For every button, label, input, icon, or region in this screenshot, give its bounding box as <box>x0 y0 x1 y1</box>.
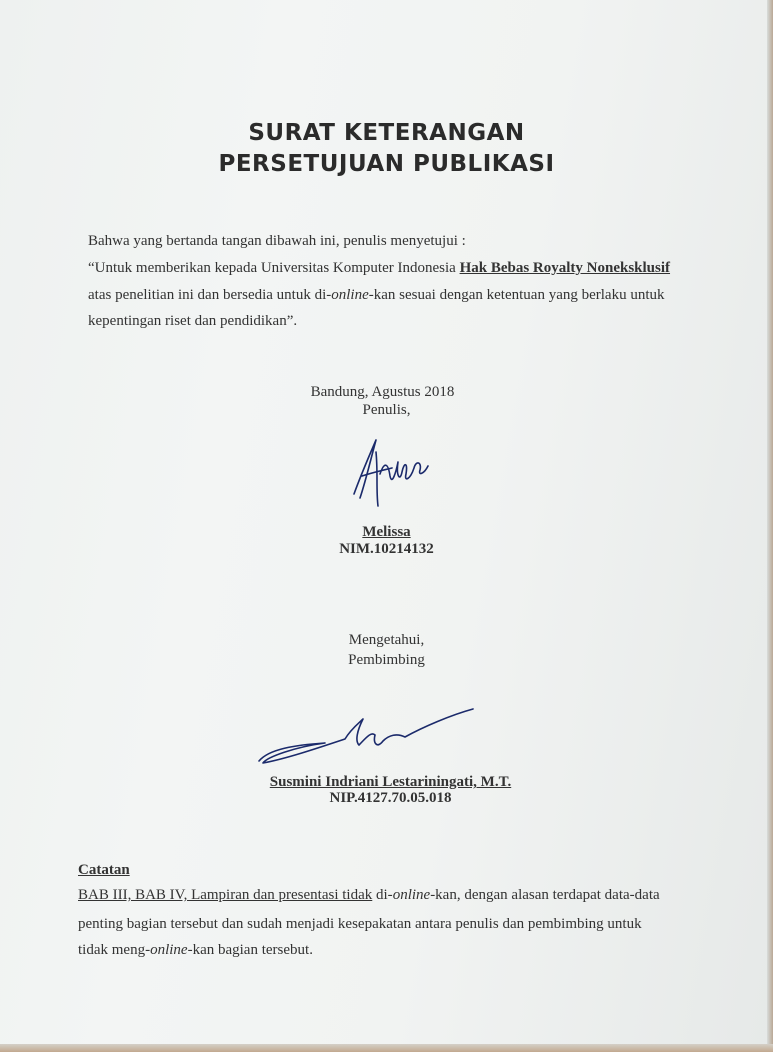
note-line-1-italic: online <box>392 887 431 903</box>
author-id: NIM.10214132 <box>339 541 434 557</box>
place-date: Bandung, Agustus 2018 <box>310 384 455 400</box>
statement-line-4: kepentingan riset dan pendidikan”. <box>88 313 298 329</box>
note-line-2: penting bagian tersebut dan sudah menjadi kesepakatan antara penulis dan pembimbing untuk <box>78 916 642 932</box>
note-line-1 <box>78 887 698 904</box>
statement-line-2 <box>88 260 670 277</box>
note-line-1-start: di- <box>372 887 393 903</box>
royalty-rights-text: Hak Bebas Royalty Noneksklusif <box>459 260 671 276</box>
statement-line-3-start: atas penelitian ini dan bersedia untuk di- <box>88 287 332 303</box>
statement-line-3-italic: online <box>331 287 369 303</box>
supervisor-signature <box>255 705 480 770</box>
note-heading: Catatan <box>78 862 130 878</box>
author-role: Penulis, <box>362 402 411 418</box>
document-title-line2: PERSETUJUAN PUBLIKASI <box>218 151 555 177</box>
note-line-3-italic: online <box>150 942 188 958</box>
supervisor-role: Pembimbing <box>348 652 425 668</box>
note-line-3-start: tidak meng- <box>78 942 151 958</box>
page-edge-bottom <box>0 1044 773 1052</box>
supervisor-id: NIP.4127.70.05.018 <box>329 790 452 806</box>
statement-intro: Bahwa yang bertanda tangan dibawah ini, penulis menyetujui : <box>88 233 466 249</box>
note-line-3-end: -kan bagian tersebut. <box>187 942 313 958</box>
note-line-1-end: -kan, dengan alasan terdapat data-data <box>430 887 660 903</box>
note-line-1-underlined: BAB III, BAB IV, Lampiran dan presentasi tidak <box>78 887 373 903</box>
supervisor-name: Susmini Indriani Lestariningati, M.T. <box>269 774 512 790</box>
author-name: Melissa <box>362 524 411 540</box>
statement-line-3-end: -kan sesuai dengan ketentuan yang berlaku untuk <box>368 287 665 303</box>
statement-line-3 <box>88 287 665 304</box>
acknowledgement-label: Mengetahui, <box>348 632 425 648</box>
author-signature <box>340 432 440 512</box>
statement-line-2-text: “Untuk memberikan kepada Universitas Komputer Indonesia <box>88 260 460 276</box>
document-title-line1: SURAT KETERANGAN <box>248 120 525 146</box>
note-line-3 <box>78 942 698 959</box>
